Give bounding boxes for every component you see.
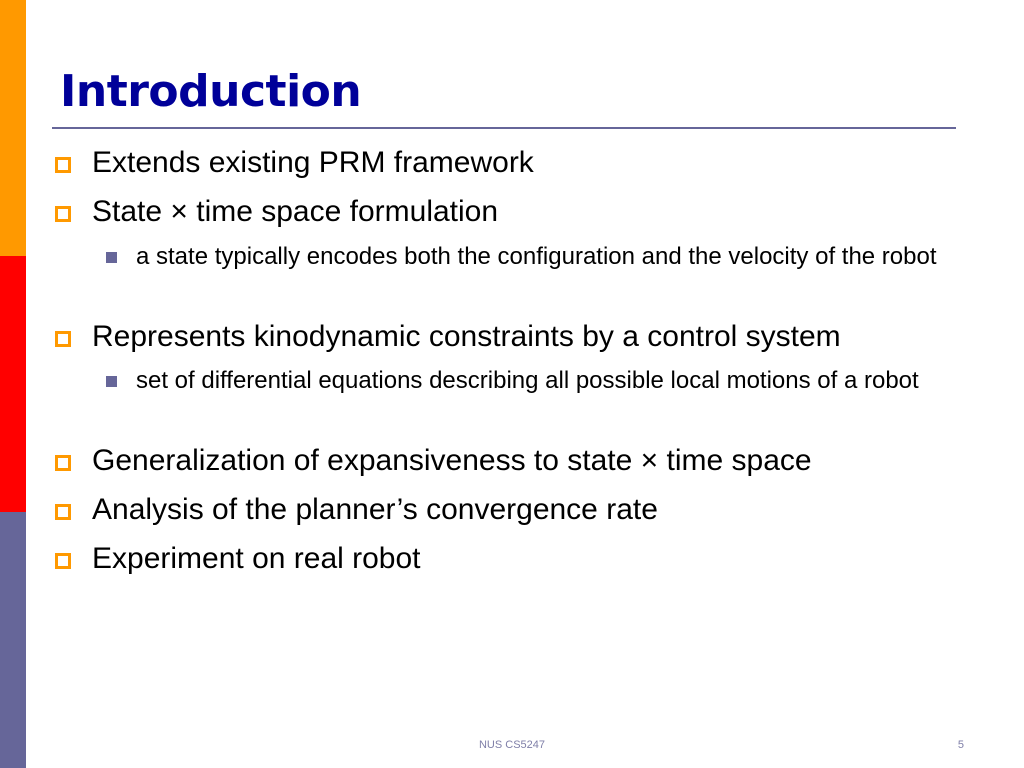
- sub-bullet-square-icon: [106, 252, 117, 263]
- sub-bullet-square-icon: [106, 376, 117, 387]
- bullet-square-icon: [55, 206, 71, 222]
- sidebar-band-purple: [0, 512, 26, 768]
- bullet-square-icon: [55, 331, 71, 347]
- bullet-item: Represents kinodynamic constraints by a control system: [92, 320, 841, 353]
- bullet-square-icon: [55, 157, 71, 173]
- sub-bullet-item: set of differential equations describing all possible local motions of a robot: [136, 367, 919, 394]
- page-number: 5: [957, 739, 964, 751]
- bullet-item: State × time space formulation: [92, 195, 499, 228]
- footer-course: NUS CS5247: [478, 739, 546, 751]
- sidebar-color-bar: [0, 0, 26, 768]
- sidebar-band-red: [0, 256, 26, 512]
- bullet-item: Experiment on real robot: [92, 542, 421, 575]
- bullet-item: Analysis of the planner’s convergence rate: [92, 493, 658, 526]
- sub-bullet-item: a state typically encodes both the configuration and the velocity of the robot: [136, 243, 937, 270]
- slide-title: Introduction: [60, 66, 362, 117]
- bullet-square-icon: [55, 553, 71, 569]
- bullet-item: Extends existing PRM framework: [92, 146, 534, 179]
- title-divider: [52, 127, 956, 129]
- sidebar-band-orange: [0, 0, 26, 256]
- bullet-square-icon: [55, 504, 71, 520]
- bullet-item: Generalization of expansiveness to state × time space: [92, 444, 812, 477]
- bullet-square-icon: [55, 455, 71, 471]
